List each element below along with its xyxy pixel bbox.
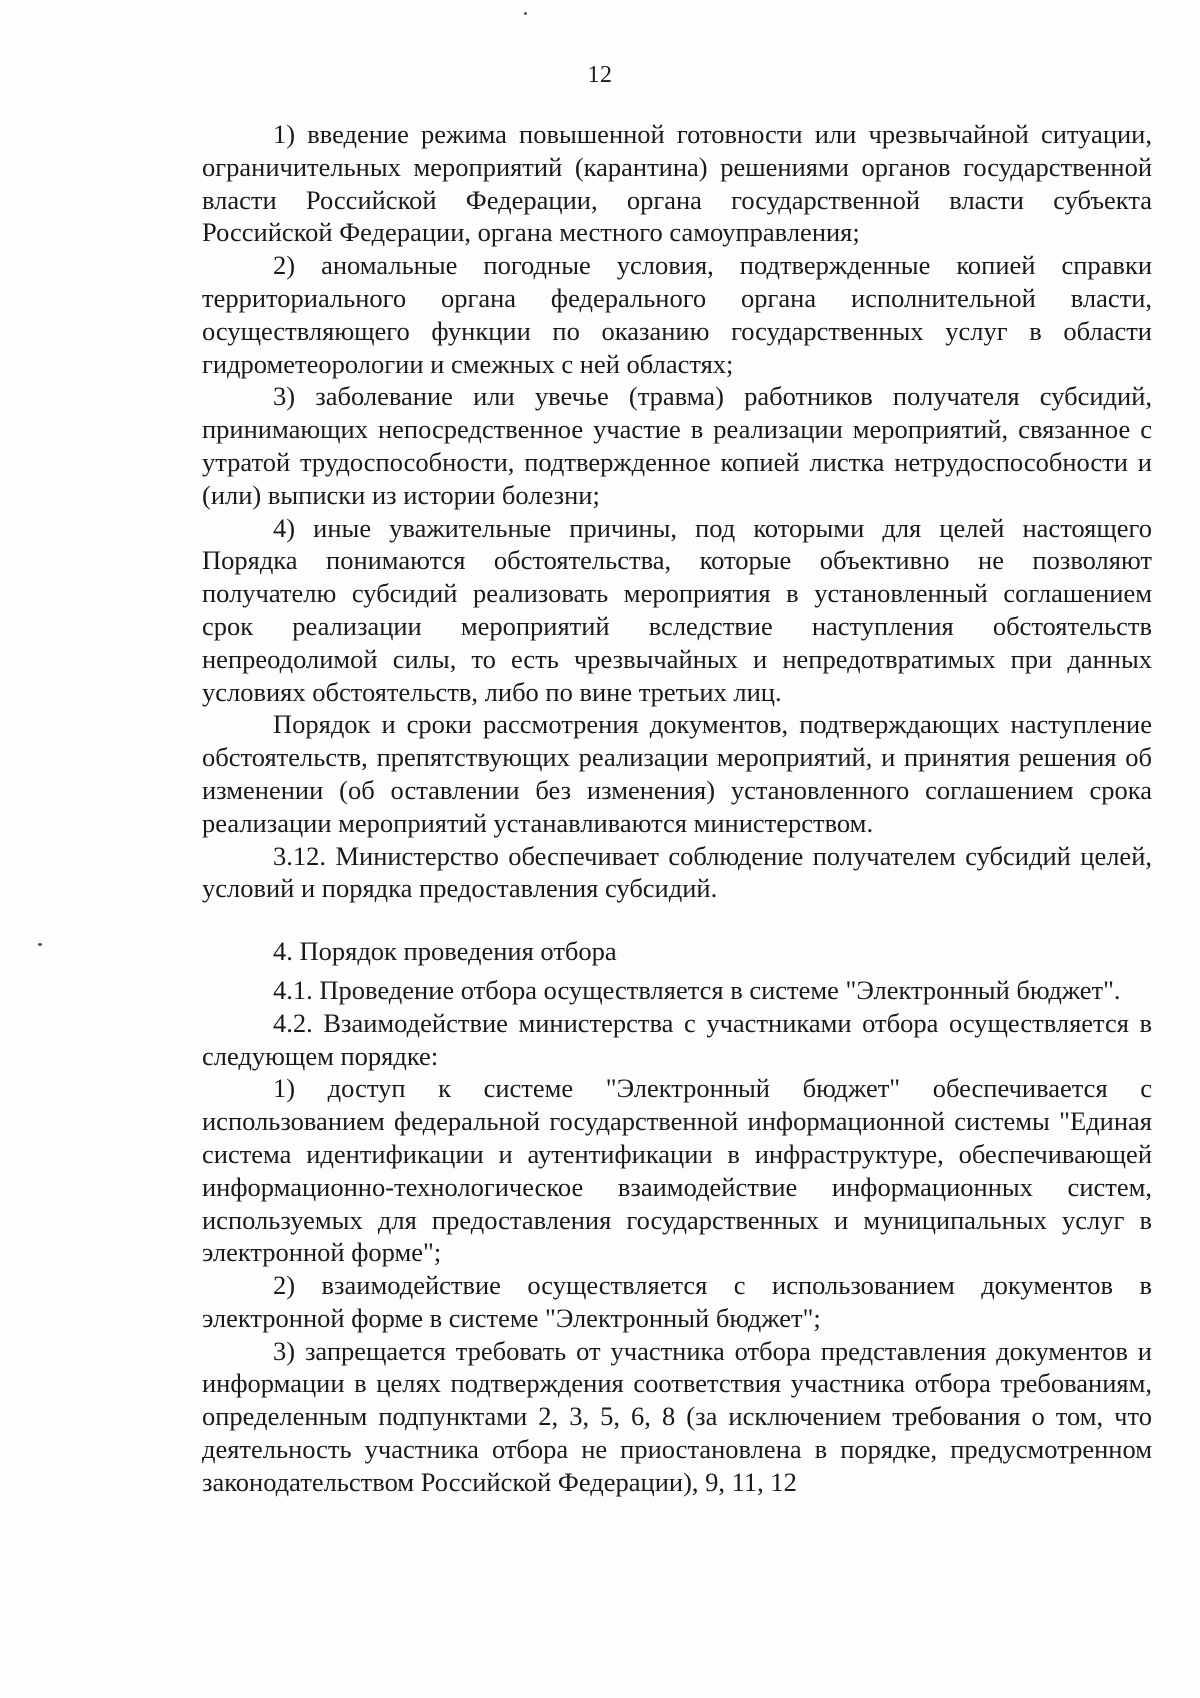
- paragraph: 4.1. Проведение отбора осуществляется в системе "Электронный бюджет".: [273, 974, 1121, 1005]
- paragraph: 1) доступ к системе "Электронный бюджет" обеспечивается с использованием федеральной государственной информационной системы "Единая система идентификации и аутентификации в инфраструктуре, обеспечивающей информационно-технологическое взаимодействие информационных систем, используемых для предоставления государственных и муниципальных услуг в электронной форме";: [202, 1073, 1152, 1268]
- paragraph: 4.2. Взаимодействие министерства с участниками отбора осуществляется в следующем порядке:: [202, 1007, 1152, 1071]
- paragraph: 4) иные уважительные причины, под которыми для целей настоящего Порядка понимаются обстоятельства, которые объективно не позволяют получателю субсидий реализовать мероприятия в установленный соглашением срок реализации мероприятий вследствие наступления обстоятельств непреодолимой силы, то есть чрезвычайных и непредотвратимых при данных условиях обстоятельств, либо по вине третьих лиц.: [202, 512, 1152, 707]
- paragraph: 3) запрещается требовать от участника отбора представления документов и информации в целях подтверждения соответствия участника отбора требованиям, определенным подпунктами 2, 3, 5, 6, 8 (за исключением требования о том, что деятельность участника отбора не приостановлена в порядке, предусмотренном законодательством Российской Федерации), 9, 11, 12: [202, 1335, 1152, 1497]
- paragraph: 2) аномальные погодные условия, подтвержденные копией справки территориального органа федерального органа исполнительной власти, осуществляющего функции по оказанию государственных услуг в области гидрометеорологии и смежных с ней областях;: [202, 250, 1152, 379]
- paragraph: 1) введение режима повышенной готовности или чрезвычайной ситуации, ограничительных мероприятий (карантина) решениями органов государственной власти Российской Федерации, органа государственной власти субъекта Российской Федерации, органа местного самоуправления;: [202, 119, 1152, 248]
- paragraph: Порядок и сроки рассмотрения документов, подтверждающих наступление обстоятельств, препятствующих реализации мероприятий, и принятия решения об изменении (об оставлении без изменения) установленного соглашением срока реализации мероприятий устанавливаются министерством.: [202, 709, 1152, 838]
- scan-speck: [38, 943, 42, 946]
- document-body: [202, 118, 1152, 1499]
- page-number: 12: [587, 62, 613, 88]
- scan-speck: [524, 12, 527, 15]
- paragraph: 3) заболевание или увечье (травма) работников получателя субсидий, принимающих непосредственное участие в реализации мероприятий, связанное с утратой трудоспособности, подтвержденное копией листка нетрудоспособности и (или) выписки из истории болезни;: [202, 381, 1152, 510]
- paragraph: 3.12. Министерство обеспечивает соблюдение получателем субсидий целей, условий и порядка предоставления субсидий.: [202, 840, 1152, 904]
- section-heading: 4. Порядок проведения отбора: [273, 936, 617, 967]
- paragraph: 2) взаимодействие осуществляется с использованием документов в электронной форме в системе "Электронный бюджет";: [202, 1270, 1152, 1333]
